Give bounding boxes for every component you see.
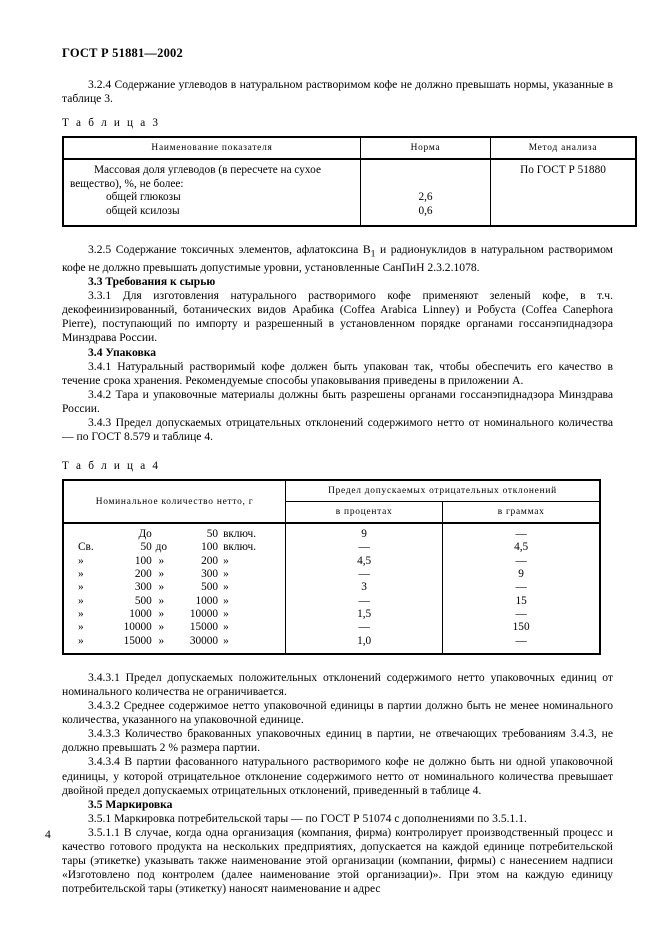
table4-nominal-lower: 300	[134, 581, 152, 594]
table4-percent-value: —	[358, 621, 370, 634]
table4-percent-value: 3	[361, 581, 367, 594]
table4-nominal-suffix: включ.	[223, 528, 257, 541]
paragraph-3-4-3-2: 3.4.3.2 Среднее содержимое нетто упаковочной единицы в партии должно быть не менее номинального количества, указанного на упаковочной единице.	[62, 699, 613, 727]
document-header: ГОСТ Р 51881—2002	[62, 46, 183, 60]
table4-nominal-row	[78, 555, 264, 568]
table4-nominal-upper: 15000	[189, 621, 219, 634]
table3-cell-norm	[361, 159, 491, 225]
table4-header-nominal: Номинальное количество нетто, г	[63, 480, 286, 523]
aflatoxin-subscript: 1	[370, 247, 376, 259]
paragraph-3-5-1: 3.5.1 Маркировка потребительской тары — по ГОСТ Р 51074 с дополнениями по 3.5.1.1.	[88, 811, 527, 825]
table4-grams-value: 150	[512, 621, 530, 634]
table4-nominal-upper: 200	[201, 554, 219, 567]
document-body	[62, 78, 613, 896]
table3-header-norm: Норма	[361, 137, 491, 159]
table4-percent-value: 4,5	[357, 554, 372, 567]
table4-nominal-suffix: »	[223, 581, 229, 594]
table4-nominal-lower: 1000	[129, 607, 152, 620]
table3-norm-xylose: 0,6	[418, 204, 433, 217]
page-number: 4	[45, 828, 51, 841]
table4-nominal-prefix: »	[78, 634, 84, 647]
table4-nominal-upper: 500	[201, 581, 219, 594]
table4-percent-value: —	[358, 568, 370, 581]
table4-nominal-suffix: »	[223, 554, 229, 567]
paragraph-3-4-3-3: 3.4.3.3 Количество бракованных упаковочных единиц в партии, не отвечающих требованиям 3.4.3, не должно превышать 2 % размера партии.	[62, 727, 613, 755]
table4-nominal-separator: до	[155, 541, 167, 554]
table4-nominal-suffix: »	[223, 568, 229, 581]
table4-grams-value: 4,5	[514, 541, 529, 554]
table3-indicator-lead: Массовая доля углеводов (в пересчете на сухое вещество), %, не более:	[70, 164, 321, 190]
table4-caption-word: Т а б л и ц а	[62, 460, 153, 473]
table4-nominal-lower: 200	[134, 568, 152, 581]
table4-nominal-prefix: »	[78, 554, 84, 567]
table4-cell-nominal-list	[63, 523, 286, 654]
table4-nominal-separator: »	[158, 554, 165, 567]
table4-caption-number: 4	[152, 460, 158, 473]
table4-nominal-lower: 500	[134, 594, 152, 607]
table4-nominal-suffix: »	[223, 634, 229, 647]
table3-header-method: Метод анализа	[491, 137, 637, 159]
table4-nominal-suffix: »	[223, 594, 229, 607]
table3-caption-number: 3	[152, 117, 158, 130]
table4-nominal-row	[78, 568, 264, 581]
table4-nominal-prefix: »	[78, 568, 84, 581]
table4-nominal-lower: До	[138, 528, 152, 541]
table4-percent-value: 9	[361, 528, 367, 541]
table4-nominal-upper: 50	[206, 528, 219, 541]
table4-percent-value: —	[358, 594, 370, 607]
table4-grams-value: 15	[515, 594, 527, 607]
table4-nominal-prefix: »	[78, 581, 84, 594]
table4-nominal-row	[78, 528, 264, 541]
table4-header-grams: в граммах	[443, 502, 600, 524]
table4-percent-value: —	[358, 541, 370, 554]
table4-nominal-suffix: »	[223, 621, 229, 634]
table3-norm-blank-2	[361, 178, 490, 192]
table4-nominal-suffix: »	[223, 607, 229, 620]
table4-nominal-separator: »	[158, 621, 165, 634]
table4-nominal-upper: 300	[201, 568, 219, 581]
table4-nominal-separator: »	[158, 607, 165, 620]
table4-nominal-row	[78, 621, 264, 634]
table4-nominal-upper: 30000	[189, 634, 219, 647]
table4-caption	[62, 460, 613, 472]
table4-nominal-upper: 100	[201, 541, 219, 554]
heading-3-4: 3.4 Упаковка	[88, 345, 157, 359]
table4-nominal-prefix: Св.	[78, 541, 94, 554]
paragraph-3-2-5-part2: и радионуклидов в натуральном растворимом кофе не должно превышать допустимые уровни, установленные СанПиН 2.3.2.1078.	[62, 242, 613, 274]
table3-header-indicator: Наименование показателя	[63, 137, 361, 159]
table4-nominal-row	[78, 635, 264, 648]
paragraph-3-2-4: 3.2.4 Содержание углеводов в натуральном растворимом кофе не должно превышать нормы, указанные в таблице 3.	[62, 78, 613, 106]
paragraph-3-3-1: 3.3.1 Для изготовления натурального растворимого кофе применяют зеленый кофе, в т.ч. декофеинизированный, ботанических видов Арабика (Coffea Arabica Linney) и Робуста (Coffea Canephora Pierre), поступающий по импорту и разрешенный в установленном порядке органами госсанэпиднадзора Минздрава России.	[62, 289, 613, 345]
paragraph-3-4-1: 3.4.1 Натуральный растворимый кофе должен быть упакован так, чтобы обеспечить его качество в течение срока хранения. Рекомендуемые способы упаковывания приведены в приложении А.	[62, 359, 613, 387]
table3-cell-indicator	[63, 159, 361, 225]
table4-cell-percent-list	[286, 523, 443, 654]
table4-grams-value: —	[515, 554, 527, 567]
table3-header-row	[63, 137, 636, 159]
table4-grams-value: —	[515, 634, 527, 647]
table3-cell-method: По ГОСТ Р 51880	[491, 159, 637, 225]
table4-nominal-separator: »	[158, 634, 165, 647]
table4-nominal-separator: »	[158, 568, 165, 581]
table-3	[62, 136, 637, 226]
table4-cell-grams-list	[443, 523, 600, 654]
table4-header-deviation-span: Предел допускаемых отрицательных отклонений	[286, 480, 601, 502]
table4-header-row-top	[63, 480, 600, 502]
table4-grams-value: 9	[518, 568, 524, 581]
table4-nominal-prefix: »	[78, 607, 84, 620]
table4-percent-value: 1,5	[357, 607, 372, 620]
paragraph-3-2-5-part1: 3.2.5 Содержание токсичных элементов, афлатоксина В	[88, 242, 371, 256]
table4-nominal-row	[78, 581, 264, 594]
table4-nominal-separator: »	[158, 594, 165, 607]
table3-data-row	[63, 159, 636, 225]
table4-nominal-separator: »	[158, 581, 165, 594]
table4-nominal-upper: 10000	[189, 607, 219, 620]
table4-header-percent: в процентах	[286, 502, 443, 524]
table3-caption	[62, 117, 613, 129]
table3-indicator-xylose: общей ксилозы	[106, 204, 180, 217]
heading-3-5: 3.5 Маркировка	[88, 797, 173, 811]
table4-nominal-lower: 50	[140, 541, 152, 554]
paragraph-3-4-2: 3.4.2 Тара и упаковочные материалы должны быть разрешены органами госсанэпиднадзора Минздрава России.	[62, 387, 613, 415]
heading-3-3: 3.3 Требования к сырью	[88, 275, 216, 289]
table4-nominal-upper: 1000	[195, 594, 219, 607]
table-4	[62, 479, 601, 655]
table3-indicator-glucose: общей глюкозы	[106, 191, 181, 204]
table4-nominal-prefix	[78, 528, 106, 541]
paragraph-3-5-1-1: 3.5.1.1 В случае, когда одна организация (компания, фирма) контролирует производственный процесс и качество готового продукта на нескольких предприятиях, допускается на каждой единице потребительской тары (этикетке) указывать также наименование этой организации (компании, фирмы) с нанесением надписи «Изготовлено под контролем (далее наименование этой организации)». При этом на каждую единицу потребительской тары (этикетку) наносят наименование и адрес	[62, 825, 613, 896]
table4-nominal-prefix: »	[78, 621, 84, 634]
table4-nominal-lower: 10000	[123, 621, 152, 634]
paragraph-3-4-3-1: 3.4.3.1 Предел допускаемых положительных отклонений содержимого нетто упаковочных единиц от номинального количества не ограничивается.	[62, 670, 613, 698]
table4-nominal-suffix: включ.	[223, 541, 257, 554]
table4-nominal-prefix: »	[78, 594, 84, 607]
table4-nominal-grid	[78, 528, 264, 648]
table4-grams-value: —	[515, 581, 527, 594]
table3-caption-word: Т а б л и ц а	[62, 117, 153, 130]
table4-nominal-lower: 100	[134, 554, 152, 567]
table4-grams-value: —	[515, 607, 527, 620]
table3-norm-glucose: 2,6	[418, 191, 433, 204]
table4-nominal-row	[78, 608, 264, 621]
table4-nominal-lower: 15000	[123, 634, 152, 647]
paragraph-3-4-3: 3.4.3 Предел допускаемых отрицательных отклонений содержимого нетто от номинального количества — по ГОСТ 8.579 и таблице 4.	[62, 416, 613, 444]
paragraph-3-2-5	[62, 243, 613, 276]
table4-nominal-row	[78, 541, 264, 554]
table4-data-row	[63, 523, 600, 654]
table3-norm-blank-1	[361, 164, 490, 178]
paragraph-3-4-3-4: 3.4.3.4 В партии фасованного натурального растворимого кофе не должно быть ни одной упаковочной единицы, у которой отрицательное отклонение содержимого нетто от номинального количества превышает двойной предел допускаемых отрицательных отклонений, приведенный в таблице 4.	[62, 755, 613, 797]
table4-nominal-separator	[152, 528, 171, 541]
table4-percent-value: 1,0	[357, 634, 372, 647]
table4-nominal-row	[78, 595, 264, 608]
table4-grams-value: —	[515, 528, 527, 541]
